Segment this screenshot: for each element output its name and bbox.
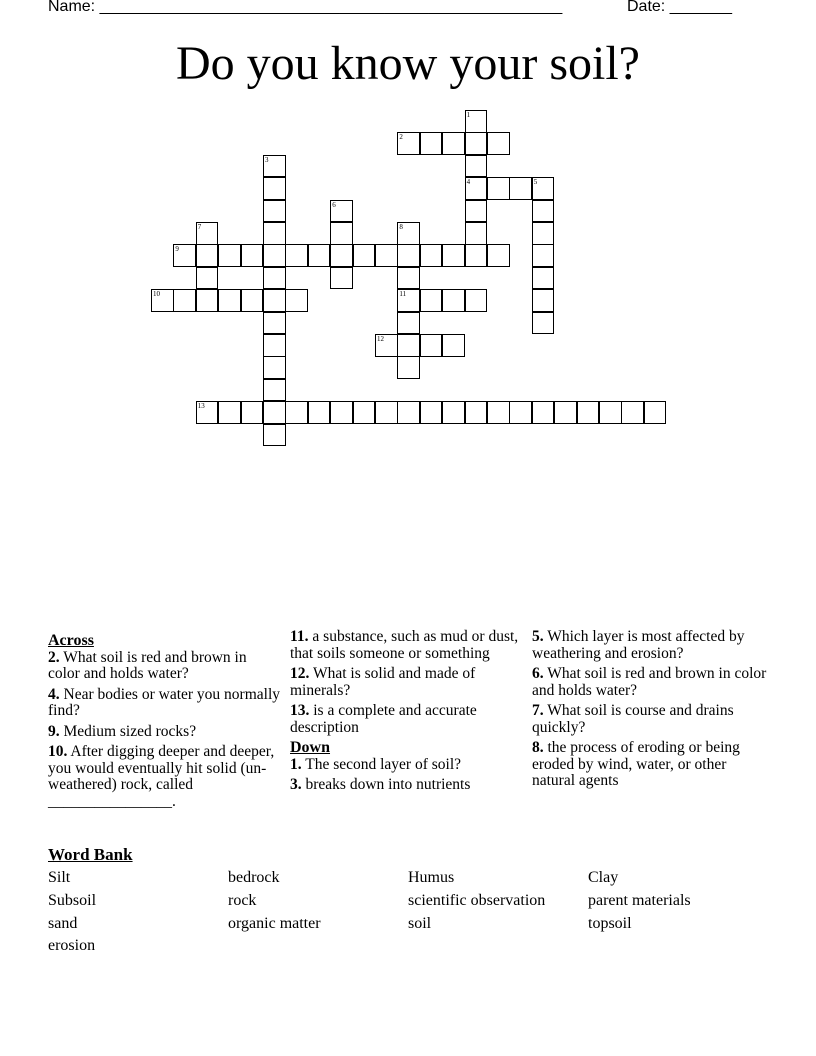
crossword-cell[interactable] [397,289,420,312]
crossword-cell[interactable] [308,244,331,267]
word-bank-item: Humus [408,869,455,886]
clue-number: 5. [532,628,544,645]
clue-number: 11. [290,628,309,645]
clue-text: breaks down into nutrients [301,776,471,793]
word-bank-item: soil [408,914,432,932]
crossword-cell[interactable] [241,401,264,424]
clue-down-3 [290,777,522,794]
clue-down-5 [532,629,772,662]
clue-down-7 [532,703,772,736]
crossword-cell[interactable] [532,312,555,335]
clue-across-2 [48,650,280,683]
crossword-cell[interactable] [599,401,622,424]
crossword-cell[interactable] [465,200,488,223]
crossword-cell[interactable] [263,356,286,379]
across-heading: Across [48,632,94,649]
clue-number-label: 8 [399,223,403,231]
crossword-cell[interactable] [218,244,241,267]
crossword-cell[interactable] [196,222,219,245]
word-bank-item: erosion [48,937,96,955]
crossword-cell[interactable] [420,132,443,155]
word-bank-item: Silt [48,869,71,886]
crossword-cell[interactable] [263,379,286,402]
clue-down-6 [532,666,772,699]
crossword-cell[interactable] [487,132,510,155]
crossword-cell[interactable] [263,401,286,424]
clue-number: 4. [48,685,60,703]
clue-across-4 [48,687,280,720]
crossword-cell[interactable] [151,289,174,312]
crossword-cell[interactable] [241,244,264,267]
clue-text: What soil is red and brown in color and holds water? [532,665,767,699]
clue-number: 3. [290,776,302,793]
clue-text: a substance, such as mud or dust, that soils someone or something [290,628,519,662]
clue-number: 13. [290,702,310,719]
crossword-cell[interactable] [532,244,555,267]
crossword-cell[interactable] [263,334,286,357]
clue-number: 6. [532,665,544,682]
crossword-cell[interactable] [263,289,286,312]
crossword-cell[interactable] [375,401,398,424]
clue-number-label: 11 [399,290,407,299]
crossword-grid [0,0,816,460]
crossword-cell[interactable] [330,267,353,290]
crossword-cell[interactable] [487,401,510,424]
clue-number-label: 4 [466,178,471,187]
clue-text: Near bodies or water you normally find? [48,685,281,719]
crossword-cell[interactable] [353,244,376,267]
crossword-cell[interactable] [509,177,532,200]
crossword-cell[interactable] [420,334,443,357]
clue-number-label: 7 [197,223,202,231]
crossword-cell[interactable] [397,356,420,379]
crossword-cell[interactable] [173,289,196,312]
crossword-cell[interactable] [465,289,488,312]
clues-column-3 [532,629,772,794]
clue-text: Which layer is most affected by weathering and erosion? [532,628,745,662]
crossword-cell[interactable] [442,334,465,357]
word-bank-item: bedrock [228,869,280,886]
crossword-cell[interactable] [465,132,488,155]
crossword-cell[interactable] [487,244,510,267]
crossword-cell[interactable] [173,244,196,267]
crossword-cell[interactable] [465,155,488,178]
crossword-cell[interactable] [196,267,219,290]
crossword-cell[interactable] [263,155,286,178]
crossword-cell[interactable] [285,244,308,267]
clue-text: What soil is red and brown in color and holds water? [48,648,247,682]
crossword-cell[interactable] [532,222,555,245]
crossword-cell[interactable] [196,401,219,424]
crossword-cell[interactable] [353,401,376,424]
date-field[interactable]: Date: _______ [627,0,732,15]
clue-number: 9. [48,722,60,740]
clue-number-label: 1 [466,111,471,119]
clue-number: 12. [290,665,310,682]
clue-number-label: 9 [175,245,179,254]
crossword-cell[interactable] [465,177,488,200]
clue-text: The second layer of soil? [301,755,462,773]
clue-across-11 [290,629,522,662]
crossword-cell[interactable] [644,401,667,424]
crossword-cell[interactable] [263,424,286,447]
clue-number: 10. [48,743,68,760]
word-bank-item: rock [228,891,257,909]
word-bank [48,867,768,958]
clue-text: the process of eroding or being eroded by wind, water, or other natural agents [532,739,740,789]
crossword-cell[interactable] [442,401,465,424]
crossword-cell[interactable] [442,244,465,267]
crossword-cell[interactable] [577,401,600,424]
clue-down-1 [290,757,522,774]
clue-text: What is solid and made of minerals? [290,665,476,699]
crossword-cell[interactable] [420,401,443,424]
crossword-cell[interactable] [397,334,420,357]
crossword-cell[interactable] [465,244,488,267]
word-bank-heading: Word Bank [48,845,133,864]
crossword-cell[interactable] [196,289,219,312]
crossword-cell[interactable] [285,401,308,424]
word-bank-item: Subsoil [48,891,97,909]
clues-column-1 [48,629,280,814]
crossword-cell[interactable] [465,222,488,245]
crossword-cell[interactable] [263,312,286,335]
crossword-cell[interactable] [330,200,353,223]
clue-number-label: 10 [153,290,160,299]
clue-number: 7. [532,702,544,719]
down-heading: Down [290,739,331,756]
page-title: Do you know your soil? [176,37,640,90]
crossword-cell[interactable] [263,267,286,290]
clue-text: What soil is course and drains quickly? [532,702,734,736]
clue-text: is a complete and accurate description [290,702,477,736]
crossword-cell[interactable] [375,244,398,267]
clue-number-label: 3 [265,155,269,164]
crossword-cell[interactable] [442,132,465,155]
clue-across-9 [48,724,280,741]
word-bank-item: parent materials [588,891,691,909]
word-bank-item: Clay [588,869,619,886]
clue-number-label: 6 [332,200,336,209]
clue-across-13 [290,703,522,736]
clues-column-2 [290,629,522,798]
word-bank-item: scientific observation [408,891,546,909]
crossword-cell[interactable] [308,401,331,424]
crossword-cell[interactable] [241,289,264,312]
crossword-cell[interactable] [263,200,286,223]
word-bank-item: topsoil [588,914,632,932]
crossword-cell[interactable] [218,401,241,424]
crossword-cell[interactable] [285,289,308,312]
clue-number: 1. [290,755,302,773]
crossword-cell[interactable] [330,244,353,267]
crossword-cell[interactable] [263,177,286,200]
crossword-cell[interactable] [420,244,443,267]
crossword-cell[interactable] [509,401,532,424]
crossword-cell[interactable] [397,267,420,290]
crossword-cell[interactable] [397,132,420,155]
crossword-cell[interactable] [263,244,286,267]
clue-number-label: 2 [399,133,403,142]
across-clue-list [48,650,280,811]
crossword-cell[interactable] [420,289,443,312]
crossword-cell[interactable] [532,200,555,223]
crossword-cell[interactable] [263,222,286,245]
clue-text: After digging deeper and deeper, you would eventually hit solid (un-weathered) rock, called ________________. [48,743,275,810]
clue-number: 8. [532,739,544,756]
crossword-cell[interactable] [218,289,241,312]
crossword-cell[interactable] [196,244,219,267]
crossword-cell[interactable] [532,177,555,200]
crossword-cell[interactable] [397,244,420,267]
crossword-cell[interactable] [397,401,420,424]
crossword-cell[interactable] [532,401,555,424]
clue-number-label: 13 [197,402,205,411]
clue-text: Medium sized rocks? [59,722,197,740]
clue-across-12 [290,666,522,699]
word-bank-item: sand [48,914,78,932]
clue-number: 2. [48,648,60,666]
crossword-cell[interactable] [330,222,353,245]
crossword-cell[interactable] [442,289,465,312]
crossword-cell[interactable] [465,110,488,133]
clue-across-10 [48,744,280,810]
crossword-cell[interactable] [532,267,555,290]
name-field[interactable]: Name: ____________________________________________________ [48,0,563,15]
crossword-cell[interactable] [532,289,555,312]
crossword-cell[interactable] [621,401,644,424]
clue-number-label: 12 [377,335,384,343]
crossword-cell[interactable] [487,177,510,200]
crossword-cell[interactable] [397,312,420,335]
crossword-cell[interactable] [554,401,577,424]
clue-down-8 [532,740,772,790]
clue-number-label: 5 [533,178,538,187]
crossword-cell[interactable] [330,401,353,424]
crossword-cell[interactable] [375,334,398,357]
word-bank-item: organic matter [228,914,321,932]
crossword-cell[interactable] [397,222,420,245]
crossword-cell[interactable] [465,401,488,424]
